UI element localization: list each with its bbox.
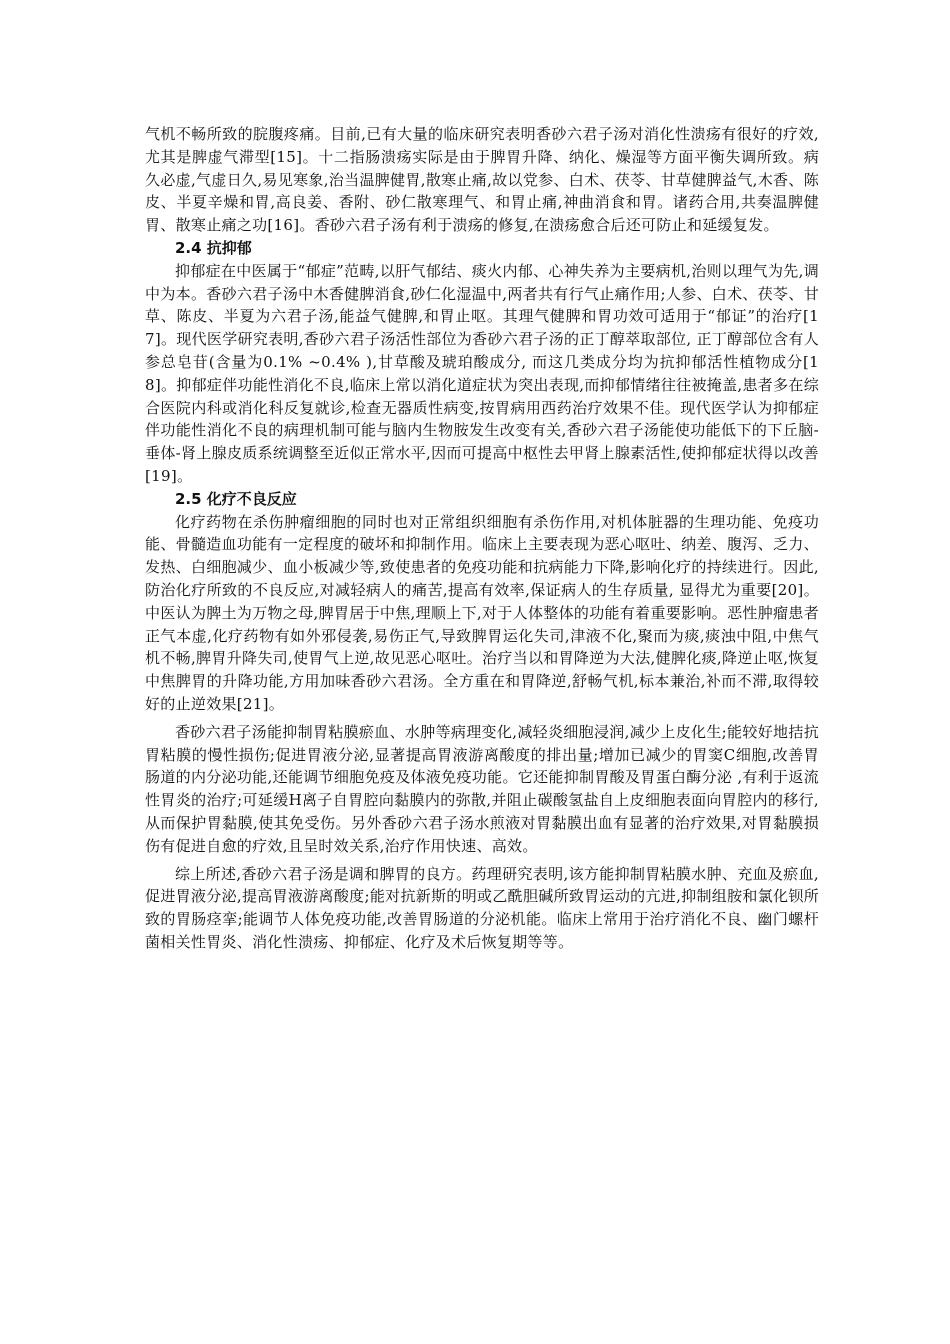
section-heading-chemotherapy: 2.5 化疗不良反应 (175, 489, 297, 508)
section-heading-antidepression: 2.4 抗抑郁 (175, 238, 252, 257)
paragraph-ulcer-continuation: 气机不畅所致的脘腹疼痛。目前,已有大量的临床研究表明香砂六君子汤对消化性溃疡有很好的疗效,尤其是脾虚气滞型[15]。十二指肠溃疡实际是由于脾胃升降、纳化、燥湿等方面平衡失调所致。病久必虚,气虚日久,易见寒象,治当温脾健胃,散寒止痛,故以党参、白术、茯苓、甘草健脾益气,木香、陈皮、半夏辛燥和胃,高良姜、香附、砂仁散寒理气、和胃止痛,神曲消食和胃。诸药合用,共奏温脾健胃、散寒止痛之功[16]。香砂六君子汤有利于溃疡的修复,在溃疡愈合后还可防止和延缓复发。 (145, 125, 819, 235)
paragraph-gastric-mucosa: 香砂六君子汤能抑制胃粘膜瘀血、水肿等病理变化,减轻炎细胞浸润,减少上皮化生;能较好地拮抗胃粘膜的慢性损伤;促进胃液分泌,显著提高胃液游离酸度的排出量;增加已减少的胃窦C细胞,改善胃肠道的内分泌功能,还能调节细胞免疫及体液免疫功能。它还能抑制胃酸及胃蛋白酶分泌 ,有利于返流性胃炎的治疗;可延缓H离子自胃腔向黏膜内的弥散,并阻止碳酸氢盐自上皮细胞表面向胃腔内的移行,从而保护胃黏膜,使其免受伤。另外香砂六君子汤水煎液对胃黏膜出血有显著的治疗效果,对胃黏膜损伤有促进自愈的疗效,且呈时效关系,治疗作用快速、高效。 (145, 722, 819, 855)
paragraph-summary: 综上所述,香砂六君子汤是调和脾胃的良方。药理研究表明,该方能抑制胃粘膜水肿、充血及瘀血,促进胃液分泌,提高胃液游离酸度;能对抗新斯的明或乙酰胆碱所致胃运动的亢进,抑制组胺和氯化钡所致的胃肠痉挛;能调节人体免疫功能,改善胃肠道的分泌机能。临床上常用于治疗消化不良、幽门螺杆菌相关性胃炎、消化性溃疡、抑郁症、化疗及术后恢复期等等。 (145, 864, 819, 951)
document-page (145, 123, 819, 954)
paragraph-antidepression: 抑郁症在中医属于“郁症”范畴,以肝气郁结、痰火内郁、心神失养为主要病机,治则以理气为先,调中为本。香砂六君子汤中木香健脾消食,砂仁化湿温中,两者共有行气止痛作用;人参、白术、茯苓、甘草、陈皮、半夏为六君子汤,能益气健脾,和胃止呕。其理气健脾和胃功效可适用于“郁证”的治疗[17]。现代医学研究表明,香砂六君子汤活性部位为香砂六君子汤的正丁醇萃取部位, 正丁醇部位含有人参总皂苷(含量为0.1% ~0.4% ),甘草酸及琥珀酸成分, 而这几类成分均为抗抑郁活性植物成分[18]。抑郁症伴功能性消化不良,临床上常以消化道症状为突出表现,而抑郁情绪往往被掩盖,患者多在综合医院内科或消化科反复就诊,检查无器质性病变,按胃病用西药治疗效果不佳。现代医学认为抑郁症伴功能性消化不良的病理机制可能与脑内生物胺发生改变有关,香砂六君子汤能使功能低下的下丘脑-垂体-肾上腺皮质系统调整至近似正常水平,因而可提高中枢性去甲肾上腺素活性,使抑郁症状得以改善[19]。 (145, 261, 819, 485)
paragraph-chemotherapy: 化疗药物在杀伤肿瘤细胞的同时也对正常组织细胞有杀伤作用,对机体脏器的生理功能、免疫功能、骨髓造血功能有一定程度的破坏和抑制作用。临床上主要表现为恶心呕吐、纳差、腹泻、乏力、发热、白细胞减少、血小板减少等,致使患者的免疫功能和抗病能力下降,影响化疗的持续进行。因此,防治化疗所致的不良反应,对减轻病人的痛苦,提高有效率,保证病人的生存质量, 显得尤为重要[20]。中医认为脾土为万物之母,脾胃居于中焦,理顺上下,对于人体整体的功能有着重要影响。恶性肿瘤患者正气本虚,化疗药物有如外邪侵袭,易伤正气,导致脾胃运化失司,津液不化,聚而为痰,痰浊中阻,中焦气机不畅,脾胃升降失司,使胃气上逆,故见恶心呕吐。治疗当以和胃降逆为大法,健脾化痰,降逆止呕,恢复中焦脾胃的升降功能,方用加味香砂六君汤。全方重在和胃降逆,舒畅气机,标本兼治,补而不滞,取得较好的止逆效果[21]。 (145, 512, 819, 713)
